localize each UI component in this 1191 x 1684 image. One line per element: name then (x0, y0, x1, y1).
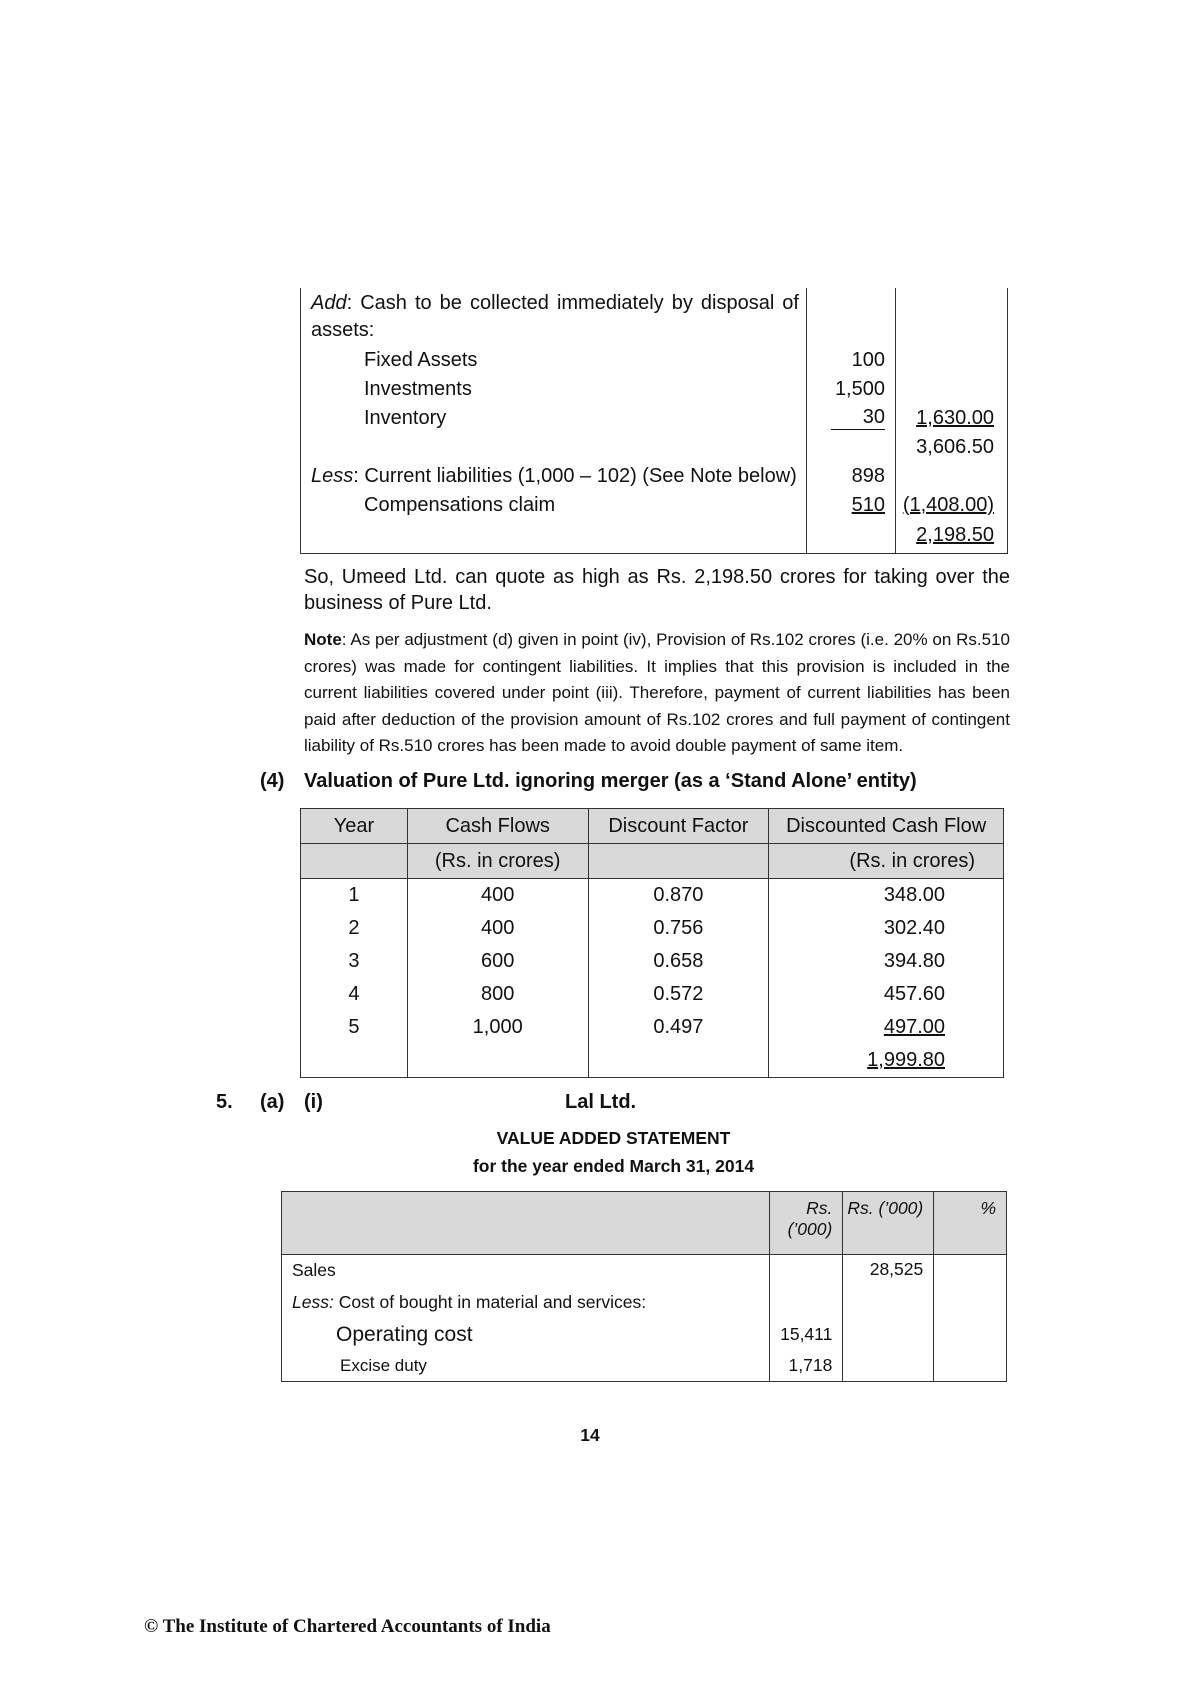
table-row (301, 912, 1004, 945)
va-label: Operating cost (282, 1319, 770, 1351)
table-row (301, 978, 1004, 1011)
dcf-cell: 457.60 (769, 978, 1004, 1011)
discount-factor-cell: 0.572 (588, 978, 769, 1011)
va-cell (843, 1319, 934, 1351)
va-label: Less: Cost of bought in material and services: (282, 1287, 770, 1319)
discount-factor-cell: 0.870 (588, 879, 769, 913)
va-cell (770, 1255, 843, 1287)
subtotal: 3,606.50 (916, 436, 994, 458)
calculation-table (300, 288, 1008, 554)
table-row (301, 1011, 1004, 1044)
current-liabilities-amount: 898 (851, 465, 885, 487)
va-cell: 28,525 (843, 1255, 934, 1287)
dcf-header-row (301, 809, 1004, 844)
section-title: Valuation of Pure Ltd. ignoring merger (as a ‘Stand Alone’ entity) (304, 770, 917, 792)
fixed-assets-label: Fixed Assets (364, 349, 478, 371)
table-row (282, 1287, 1007, 1319)
va-cell (934, 1351, 1007, 1382)
cash-flow-cell: 400 (407, 912, 588, 945)
va-cell: 15,411 (770, 1319, 843, 1351)
va-header-row (282, 1192, 1007, 1255)
page-number: 14 (580, 1425, 600, 1445)
discount-factor-cell: 0.658 (588, 945, 769, 978)
question-sub: (i) (304, 1091, 323, 1113)
dcf-cell: 394.80 (769, 945, 1004, 978)
subheader-cell (588, 844, 769, 879)
cash-flow-cell: 1,000 (407, 1011, 588, 1044)
less-line: Less: Current liabilities (1,000 – 102) (See Note below) (311, 465, 797, 487)
fixed-assets-amount: 100 (851, 349, 885, 371)
col-cash-flows: Cash Flows (407, 809, 588, 844)
table-row (282, 1319, 1007, 1351)
va-label: Excise duty (282, 1351, 770, 1382)
dcf-cell: 302.40 (769, 912, 1004, 945)
va-header-percent: % (934, 1192, 1007, 1255)
dcf-table (300, 808, 1004, 1078)
disposal-total: 1,630.00 (916, 407, 994, 429)
col-year: Year (301, 809, 408, 844)
va-cell (934, 1287, 1007, 1319)
investments-amount: 1,500 (834, 378, 885, 400)
dcf-cell: 348.00 (769, 879, 1004, 913)
section-number: (4) (260, 770, 285, 792)
year-cell: 5 (301, 1011, 408, 1044)
statement-period: for the year ended March 31, 2014 (472, 1156, 755, 1176)
dcf-last-value: 497.00 (883, 1016, 945, 1038)
grand-total: 2,198.50 (916, 524, 994, 546)
year-cell: 2 (301, 912, 408, 945)
empty-cell (407, 1044, 588, 1078)
va-cell (934, 1319, 1007, 1351)
dcf-total: 1,999.80 (867, 1049, 945, 1071)
value-added-table (281, 1191, 1007, 1382)
va-label: Sales (282, 1255, 770, 1287)
empty-cell (588, 1044, 769, 1078)
table-row (301, 945, 1004, 978)
question-number: 5. (216, 1091, 233, 1113)
va-header-blank (282, 1192, 770, 1255)
va-cell (843, 1351, 934, 1382)
year-cell: 3 (301, 945, 408, 978)
subheader-cell (301, 844, 408, 879)
table-row (282, 1255, 1007, 1287)
dcf-total-cell (769, 1044, 1004, 1078)
va-cell (770, 1287, 843, 1319)
cash-flow-cell: 400 (407, 879, 588, 913)
discount-factor-cell: 0.756 (588, 912, 769, 945)
add-line: Add: Cash to be collected immediately by disposal of (311, 292, 799, 314)
subheader-cell: (Rs. in crores) (407, 844, 588, 879)
empty-cell (301, 1044, 408, 1078)
va-cell: 1,718 (770, 1351, 843, 1382)
year-cell: 1 (301, 879, 408, 913)
inventory-label: Inventory (364, 407, 447, 429)
col-discount-factor: Discount Factor (588, 809, 769, 844)
footer-copyright: © The Institute of Chartered Accountants of India (144, 1616, 551, 1637)
statement-title: VALUE ADDED STATEMENT (496, 1128, 731, 1148)
year-cell: 4 (301, 978, 408, 1011)
va-header-rs-1: Rs. (’000) (770, 1192, 843, 1255)
conclusion-paragraph: So, Umeed Ltd. can quote as high as Rs. 2,198.50 crores for taking over the business of Pure Ltd. (304, 566, 1010, 614)
inventory-amount: 30 (831, 406, 885, 430)
note-paragraph: Note: As per adjustment (d) given in point (iv), Provision of Rs.102 crores (i.e. 20% on Rs.510 crores) was made for contingent liabilities. It implies that this provision is included in the current liabilities covered under point (iii). Therefore, payment of current liabilities has been paid after deduction of the provision amount of Rs.102 crores and full payment of contingent liability of Rs.510 crores has been made to avoid double payment of same item. (304, 630, 1010, 755)
add-line-2: assets: (311, 319, 375, 341)
cash-flow-cell: 800 (407, 978, 588, 1011)
deduction-total: (1,408.00) (902, 494, 994, 516)
subheader-cell: (Rs. in crores) (769, 844, 1004, 879)
dcf-cell (769, 1011, 1004, 1044)
investments-label: Investments (364, 378, 472, 400)
compensation-amount: 510 (851, 494, 885, 516)
question-part: (a) (260, 1091, 285, 1113)
va-cell (934, 1255, 1007, 1287)
table-row (301, 879, 1004, 913)
col-discounted-cash-flow: Discounted Cash Flow (769, 809, 1004, 844)
discount-factor-cell: 0.497 (588, 1011, 769, 1044)
compensation-label: Compensations claim (364, 494, 556, 516)
va-header-rs-2: Rs. (’000) (843, 1192, 934, 1255)
total-row (301, 1044, 1004, 1078)
va-cell (843, 1287, 934, 1319)
table-row (282, 1351, 1007, 1382)
company-name: Lal Ltd. (565, 1091, 637, 1113)
dcf-subheader-row (301, 844, 1004, 879)
cash-flow-cell: 600 (407, 945, 588, 978)
